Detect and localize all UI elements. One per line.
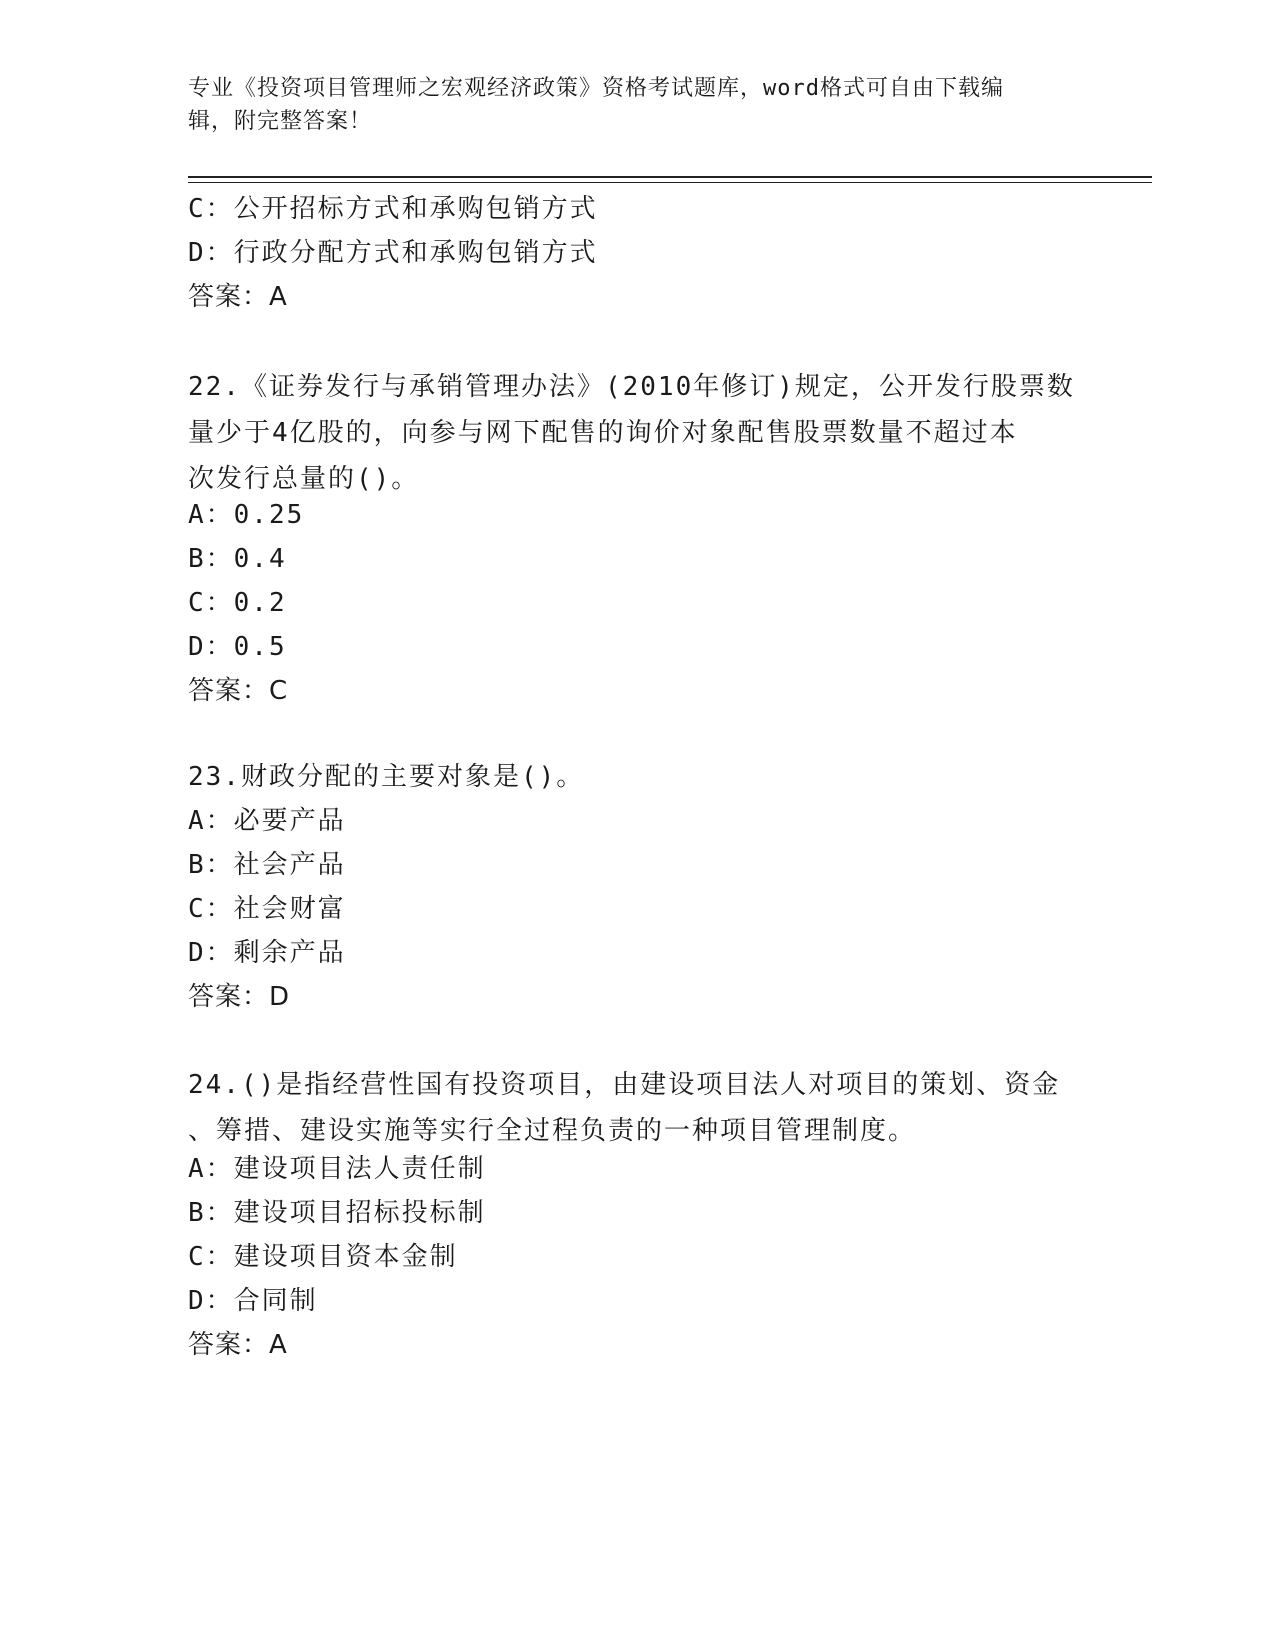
document-header: [188, 72, 1088, 138]
q22-answer: 答案：C: [188, 676, 289, 706]
q24-stem: [188, 1062, 1088, 1154]
q23-answer: 答案：D: [188, 982, 291, 1012]
header-divider-thin: [188, 182, 1152, 183]
q22-stem-line-2: 量少于4亿股的，向参与网下配售的询价对象配售股票数量不超过本: [188, 418, 1018, 448]
q23-option-c: C：社会财富: [188, 894, 346, 924]
header-divider-thick: [188, 176, 1152, 178]
q24-option-c: C：建设项目资本金制: [188, 1242, 458, 1272]
q22-option-b: B：0.4: [188, 544, 287, 574]
q23-option-d: D：剩余产品: [188, 938, 346, 968]
q21-option-c: C：公开招标方式和承购包销方式: [188, 194, 598, 224]
q22-stem: [188, 364, 1088, 502]
q24-answer: 答案：A: [188, 1330, 288, 1360]
q23-option-b: B：社会产品: [188, 850, 346, 880]
q24-stem-line-1: 24.()是指经营性国有投资项目，由建设项目法人对项目的策划、资金: [188, 1070, 1061, 1100]
q21-answer: 答案：A: [188, 282, 288, 312]
q24-stem-line-2: 、筹措、建设实施等实行全过程负责的一种项目管理制度。: [188, 1116, 917, 1146]
q23-option-a: A：必要产品: [188, 806, 346, 836]
q22-option-a: A：0.25: [188, 500, 305, 530]
q24-option-b: B：建设项目招标投标制: [188, 1198, 486, 1228]
q24-option-d: D：合同制: [188, 1286, 318, 1316]
q22-stem-line-3: 次发行总量的()。: [188, 464, 420, 494]
q21-option-d: D：行政分配方式和承购包销方式: [188, 238, 598, 268]
header-line-2: 辑，附完整答案！: [188, 109, 373, 134]
q22-option-d: D：0.5: [188, 632, 287, 662]
q22-stem-line-1: 22.《证券发行与承销管理办法》(2010年修订)规定，公开发行股票数: [188, 372, 1075, 402]
q22-option-c: C：0.2: [188, 588, 287, 618]
header-line-1: 专业《投资项目管理师之宏观经济政策》资格考试题库，word格式可自由下载编: [188, 76, 1004, 101]
q23-stem: 23.财政分配的主要对象是()。: [188, 762, 585, 792]
q24-option-a: A：建设项目法人责任制: [188, 1154, 486, 1184]
